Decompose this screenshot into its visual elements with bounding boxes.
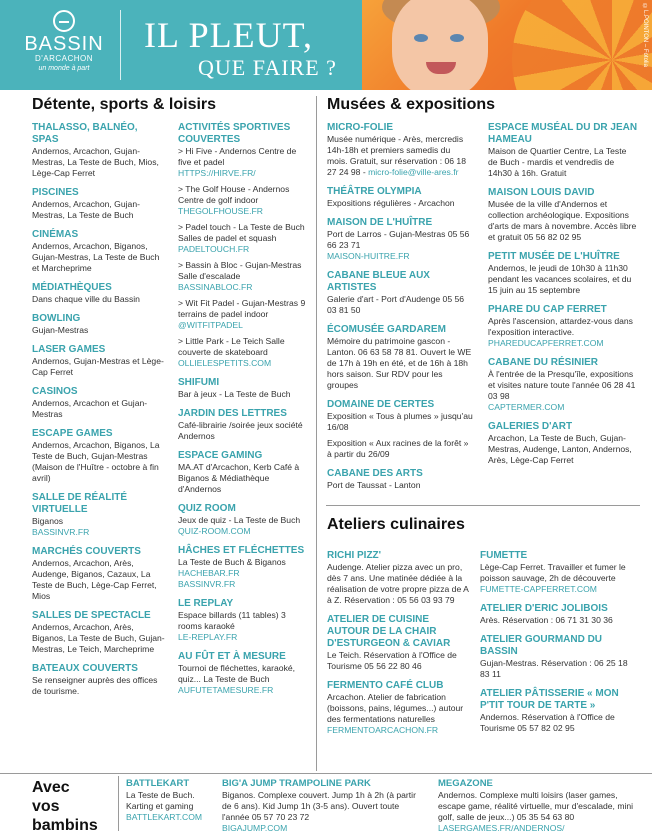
entry-text: > Little Park - Le Teich Salle couverte de skateboard: [178, 336, 285, 357]
entry-text: Gujan-Mestras. Réservation : 06 25 18 83 11: [480, 658, 628, 679]
photo-credit: ©L.POINTON – Fotolia: [642, 4, 648, 67]
email-link[interactable]: micro-folie@ville-ares.fr: [368, 167, 459, 177]
entry-title: ACTIVITÉS SPORTIVES COUVERTES: [178, 122, 291, 145]
entry-text: > Padel touch - La Teste de Buch Salles de padel et squash: [178, 222, 305, 243]
entry-title: ESPACE GAMING: [178, 450, 263, 461]
page-title-line2: QUE FAIRE ?: [198, 55, 337, 80]
entry-title: CABANE DU RÉSINIER: [488, 357, 599, 368]
activity-item: [178, 336, 310, 369]
entry-text: Arcachon. Atelier de fabrication (boissons, pains, légumes...) autour des fermentations naturelles: [327, 692, 464, 724]
entry-title: ATELIER GOURMAND DU BASSIN: [480, 634, 603, 657]
entry-text: Port de Taussat - Lanton: [327, 480, 421, 490]
entry-text: Après l'ascension, attardez-vous dans l'exposition interactive.: [488, 316, 633, 337]
entry-title: ATELIER D'ERIC JOLIBOIS: [480, 603, 608, 614]
list-item: [32, 187, 166, 221]
entry-text: Andernos, le jeudi de 10h30 à 11h30 pendant les vacances scolaires, et du 15 juin au 15 septembre: [488, 263, 632, 295]
entry-text: La Teste de Buch & Biganos: [178, 557, 286, 567]
entry-title: LASER GAMES: [32, 344, 106, 355]
ateliers-column-1: [327, 550, 473, 744]
entry-title: JARDIN DES LETTRES: [178, 408, 287, 419]
website-link[interactable]: PHAREDUCAPFERRET.COM: [488, 338, 604, 348]
entry-title: FUMETTE: [480, 550, 528, 561]
activity-item: [178, 298, 310, 331]
entry-text: Gujan-Mestras: [32, 325, 89, 335]
logo-mark-icon: [53, 10, 75, 32]
entry-text: MA.AT d'Arcachon, Kerb Café à Biganos & Médiathèque d'Andernos: [178, 462, 300, 494]
list-item: [32, 428, 166, 484]
section-divider: [326, 505, 640, 506]
website-link[interactable]: OLLIELESPETITS.COM: [178, 358, 272, 368]
website-link[interactable]: BASSINVR.FR: [32, 527, 90, 537]
list-item: [178, 122, 310, 369]
activity-item: [178, 146, 310, 179]
bassin-logo: [14, 10, 114, 82]
detente-column-1: [32, 122, 166, 705]
list-item: [488, 187, 638, 243]
website-link[interactable]: PADELTOUCH.FR: [178, 244, 250, 254]
entry-text: Andernos, Arcachon, Gujan-Mestras, La Teste de Buch, Mios, Lège-Cap Ferret: [32, 146, 159, 178]
list-item: [32, 229, 166, 274]
entry-text: Andernos, Arcachon et Gujan-Mestras: [32, 398, 148, 419]
entry-title: SALLE DE RÉALITÉ VIRTUELLE: [32, 492, 128, 515]
entry-text: Andernos, Gujan-Mestras et Lège-Cap Ferret: [32, 356, 164, 377]
list-item: [178, 377, 310, 400]
eye-shape: [450, 34, 464, 42]
list-item: [327, 550, 473, 606]
entry-text-body: Musée numérique - Arès, mercredis 14h-18h et premiers samedis du mois. Gratuit, sur réservation : 06 18 27 24 98 -: [327, 134, 466, 177]
entry-text: Se renseigner auprès des offices de tourisme.: [32, 675, 158, 696]
entry-text: Exposition « Tous à plumes » jusqu'au 16/08: [327, 411, 473, 432]
list-item: [327, 270, 473, 316]
entry-text: Expositions régulières - Arcachon: [327, 198, 455, 208]
entry-text: Andernos, Arcachon, Biganos, La Teste de Buch, Gujan-Mestras (Maison de l'Huître - octobre à fin avril): [32, 440, 160, 483]
entry-text: Andernos, Arcachon, Arès, Audenge, Biganos, Cazaux, La Teste de Buch, Lège-Cap Ferret, Mios: [32, 558, 157, 601]
entry-text: Andernos. Complexe multi loisirs (laser games, escape game, réalité virtuelle, mur d'escalade, mini golf, salle de jeux...) 05 35 54 63 80: [438, 790, 634, 822]
entry-title: MARCHÉS COUVERTS: [32, 546, 141, 557]
website-link[interactable]: BASSINVR.FR: [178, 579, 236, 589]
website-link[interactable]: BASSINABLOC.FR: [178, 282, 253, 292]
entry-title: BATEAUX COUVERTS: [32, 663, 138, 674]
entry-title: BATTLEKART: [126, 778, 190, 789]
entry-text: > Bassin à Bloc - Gujan-Mestras Salle d'escalade: [178, 260, 302, 281]
list-item: [327, 324, 473, 391]
website-link[interactable]: HTTPS://HIRVE.FR/: [178, 168, 256, 178]
umbrella-shape: [512, 0, 652, 90]
entry-text: Bar à jeux - La Teste de Buch: [178, 389, 291, 399]
entry-title: MEGAZONE: [438, 778, 493, 789]
list-item: [32, 122, 166, 179]
entry-text: Maison de Quartier Centre, La Teste de Buch - mardis et vendredis de 14h30 à 16h. Gratuit: [488, 146, 627, 178]
entry-title: FERMENTO CAFÉ CLUB: [327, 680, 444, 691]
entry-title: PHARE DU CAP FERRET: [488, 304, 607, 315]
list-item: [480, 550, 638, 595]
entry-title: ATELIER DE CUISINE AUTOUR DE LA CHAIR D'ESTURGEON & CAVIAR: [327, 614, 451, 649]
musees-column-1: [327, 122, 473, 499]
heading-bambins-line3: bambins: [32, 817, 98, 834]
list-item: [488, 251, 638, 296]
entry-title: MÉDIATHÈQUES: [32, 282, 112, 293]
entry-text: Andernos, Arcachon, Arès, Biganos, La Teste de Buch, Gujan-Mestras, Le Teich, Marcheprime: [32, 622, 165, 654]
list-item: [32, 663, 166, 697]
entry-text: Mémoire du patrimoine gascon - Lanton. 06 63 58 78 81. Ouvert le WE de 17h à 19h en été, et de 16h à 18h hors saison. Sur RDV pour les groupes: [327, 336, 472, 390]
entry-title: ÉCOMUSÉE GARDAREM: [327, 324, 446, 335]
entry-text: Lège-Cap Ferret. Travailler et fumer le poisson sauvage, 2h de découverte: [480, 562, 626, 583]
heading-bambins: [32, 778, 98, 835]
bambins-divider: [118, 776, 119, 831]
entry-text: Port de Larros - Gujan-Mestras 05 56 66 23 71: [327, 229, 470, 250]
entry-title: SHIFUMI: [178, 377, 220, 388]
heading-musees: Musées & expositions: [327, 96, 496, 113]
website-link[interactable]: HACHEBAR.FR: [178, 568, 240, 578]
entry-text: Exposition « Aux racines de la forêt » à partir du 26/09: [327, 438, 469, 459]
entry-title: CABANE DES ARTS: [327, 468, 423, 479]
list-item: [480, 688, 638, 734]
bottom-divider: [0, 773, 652, 774]
entry-text: > The Golf House - Andernos Centre de golf indoor: [178, 184, 290, 205]
social-link[interactable]: @WITFITPADEL: [178, 320, 243, 330]
entry-text: Le Teich. Réservation à l'Office de Tourisme 05 56 22 80 46: [327, 650, 457, 671]
website-link[interactable]: CAPTERMER.COM: [488, 402, 565, 412]
entry-title: MAISON LOUIS DAVID: [488, 187, 595, 198]
entry-text: Andernos, Arcachon, Biganos, Gujan-Mestras, La Teste de Buch et Marcheprime: [32, 241, 160, 273]
list-item: [178, 503, 310, 537]
entry-title: CINÉMAS: [32, 229, 79, 240]
header-banner: [0, 0, 652, 90]
entry-text: Audenge. Atelier pizza avec un pro, dès 7 ans. Une matinée dédiée à la réalisation de votre propre pizza de A à Z. Réservation : 05 56 03 93 79: [327, 562, 469, 605]
website-link[interactable]: MAISON-HUITRE.FR: [327, 251, 410, 261]
entry-text: Andernos. Réservation à l'Office de Tourisme 05 57 82 02 95: [480, 712, 615, 733]
entry-text: Arcachon, La Teste de Buch, Gujan-Mestras, Audenge, Lanton, Andernos, Arès, Lège-Cap Ferret: [488, 433, 632, 465]
entry-text: Biganos: [32, 516, 64, 526]
entry-text: Musée de la ville d'Andernos et collection archéologique. Expositions d'arts de mars à novembre. Accès libre et gratuit 05 56 82 02 95: [488, 199, 637, 242]
entry-title: LE REPLAY: [178, 598, 234, 609]
heading-bambins-line1: Avec: [32, 779, 70, 796]
list-item: [126, 778, 216, 823]
entry-title: MAISON DE L'HUÎTRE: [327, 217, 433, 228]
entry-title: GALERIES D'ART: [488, 421, 573, 432]
list-item: [32, 313, 166, 336]
logo-sub: D'ARCACHON: [34, 54, 94, 63]
entry-title: THÉÂTRE OLYMPIA: [327, 186, 422, 197]
entry-title: THALASSO, BALNÉO, SPAS: [32, 122, 138, 145]
website-link[interactable]: THEGOLFHOUSE.FR: [178, 206, 263, 216]
list-item: [327, 468, 473, 491]
musees-column-2: [488, 122, 638, 474]
activity-item: [178, 184, 310, 217]
entry-text: Dans chaque ville du Bassin: [32, 294, 140, 304]
entry-text: Café-librairie /soirée jeux société Andernos: [178, 420, 303, 441]
list-item: [327, 122, 473, 178]
entry-title: ESPACE MUSÉAL DU DR JEAN HAMEAU: [488, 122, 638, 145]
heading-ateliers: Ateliers culinaires: [327, 516, 465, 533]
entry-text: > Hi Five - Andernos Centre de five et padel: [178, 146, 297, 167]
website-link[interactable]: FUMETTE-CAPFERRET.COM: [480, 584, 597, 594]
header-divider: [120, 10, 121, 80]
entry-text: Andernos, Arcachon, Gujan-Mestras, La Teste de Buch: [32, 199, 140, 220]
list-item: [32, 546, 166, 602]
list-item: [438, 778, 638, 834]
entry-text: Jeux de quiz - La Teste de Buch: [178, 515, 301, 525]
website-link[interactable]: QUIZ-ROOM.COM: [178, 526, 251, 536]
activity-item: [178, 222, 310, 255]
entry-text: Galerie d'art - Port d'Audenge 05 56 03 81 50: [327, 294, 465, 315]
entry-title: BIG'A JUMP TRAMPOLINE PARK: [222, 778, 371, 789]
list-item: [488, 304, 638, 349]
website-link[interactable]: AUFUTETAMESURE.FR: [178, 685, 274, 695]
entry-text: La Teste de Buch. Karting et gaming: [126, 790, 195, 811]
list-item: [32, 610, 166, 655]
entry-title: QUIZ ROOM: [178, 503, 236, 514]
list-item: [327, 217, 473, 262]
ateliers-column-2: [480, 550, 638, 742]
entry-title: AU FÛT ET À MESURE: [178, 651, 286, 662]
entry-text: Espace billards (11 tables) 3 rooms karaoké: [178, 610, 286, 631]
website-link[interactable]: BATTLEKART.COM: [126, 812, 203, 822]
entry-title: MICRO-FOLIE: [327, 122, 394, 133]
entry-text: Biganos. Complexe couvert. Jump 1h à 2h (à partir de 6 ans). Kid Jump 1h (3-5 ans). Ouvert toute l'année 05 57 70 23 72: [222, 790, 416, 822]
column-divider: [316, 96, 317, 771]
entry-text: [327, 134, 473, 178]
child-face-shape: [392, 0, 488, 90]
entry-title: HÂCHES ET FLÉCHETTES: [178, 545, 305, 556]
detente-column-2: [178, 122, 310, 704]
entry-title: RICHI PIZZ': [327, 550, 382, 561]
list-item: [178, 450, 310, 495]
entry-title: DOMAINE DE CERTES: [327, 399, 435, 410]
list-item: [327, 680, 473, 736]
page-title-line1: IL PLEUT,: [144, 15, 313, 55]
activity-item: [178, 260, 310, 293]
list-item: [222, 778, 427, 834]
entry-text: > Wit Fit Padel - Gujan-Mestras 9 terrains de padel indoor: [178, 298, 306, 319]
list-item: [327, 399, 473, 460]
list-item: [178, 545, 310, 590]
entry-title: CASINOS: [32, 386, 78, 397]
website-link[interactable]: LE-REPLAY.FR: [178, 632, 238, 642]
list-item: [488, 357, 638, 413]
entry-title: SALLES DE SPECTACLE: [32, 610, 151, 621]
list-item: [178, 651, 310, 696]
list-item: [32, 344, 166, 378]
entry-title: PETIT MUSÉE DE L'HUÎTRE: [488, 251, 620, 262]
website-link[interactable]: LASERGAMES.FR/ANDERNOS/: [438, 823, 565, 833]
list-item: [178, 408, 310, 442]
logo-name: BASSIN: [24, 33, 104, 55]
heading-bambins-line2: vos: [32, 798, 60, 815]
list-item: [32, 282, 166, 305]
entry-title: CABANE BLEUE AUX ARTISTES: [327, 270, 430, 293]
entry-title: PISCINES: [32, 187, 79, 198]
header-photo: [362, 0, 652, 90]
eye-shape: [414, 34, 428, 42]
entry-title: BOWLING: [32, 313, 81, 324]
entry-title: ATELIER PÂTISSERIE « MON P'TIT TOUR DE TARTE »: [480, 688, 619, 711]
list-item: [480, 603, 638, 626]
website-link[interactable]: BIGAJUMP.COM: [222, 823, 288, 833]
list-item: [327, 614, 473, 672]
entry-text: Arès. Réservation : 06 71 31 30 36: [480, 615, 613, 625]
list-item: [488, 421, 638, 466]
entry-text: À l'entrée de la Presqu'île, expositions et visites nature toute l'année 06 28 41 03 98: [488, 369, 636, 401]
logo-tagline: un monde à part: [38, 65, 90, 72]
list-item: [480, 634, 638, 680]
list-item: [32, 492, 166, 538]
entry-title: ESCAPE GAMES: [32, 428, 113, 439]
list-item: [327, 186, 473, 209]
entry-text: Tournoi de fléchettes, karaoké, quiz... La Teste de Buch: [178, 663, 296, 684]
list-item: [32, 386, 166, 420]
heading-detente: Détente, sports & loisirs: [32, 96, 217, 113]
list-item: [178, 598, 310, 643]
list-item: [488, 122, 638, 179]
website-link[interactable]: FERMENTOARCACHON.FR: [327, 725, 439, 735]
